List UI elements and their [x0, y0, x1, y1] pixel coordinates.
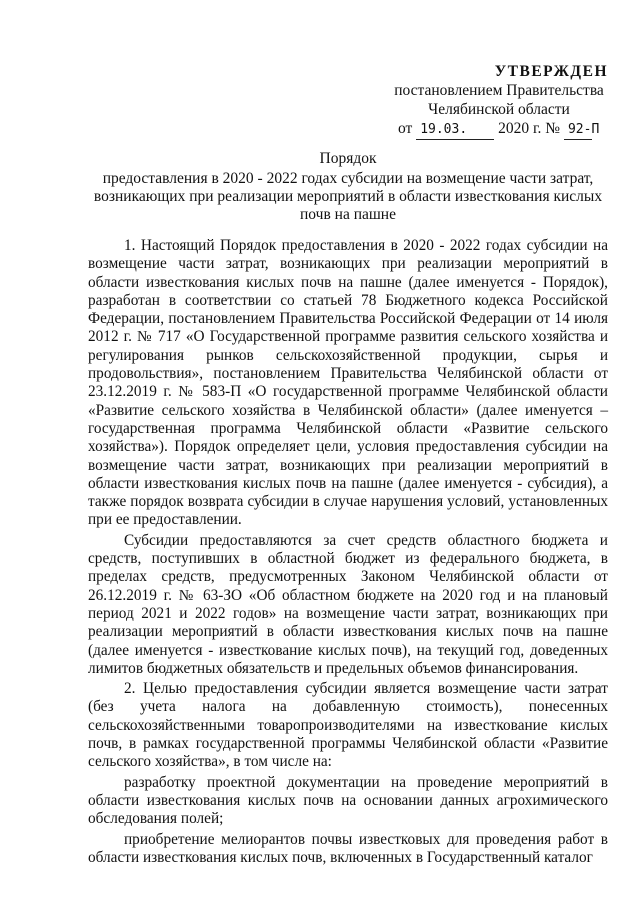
heading-word: Порядок [319, 150, 377, 167]
paragraph-1: 1. Настоящий Порядок предоставления в 2020 - 2022 годах субсидии на возмещение части затрат, возникающих при реализации мероприятий в области известкования кислых почв на пашне (далее именуется - Порядок), разработан в соответствии со статьей 78 Бюджетного кодекса Российской Федерации, постановлением Правительства Российской Федерации от 14 июля 2012 г. № 717 «О Государственной программе развития сельского хозяйства и регулирования рынков сельскохозяйственной продукции, сырья и продовольствия», постановлением Правительства Челябинской области от 23.12.2019 г. № 583-П «О государственной программе Челябинской области «Развитие сельского хозяйства в Челябинской области» (далее именуется – государственная программа Челябинской области «Развитие сельского хозяйства»). Порядок определяет цели, условия предоставления субсидии на возмещение части затрат, возникающих при реализации мероприятий в области известкования кислых почв на пашне (далее именуется - субсидия), а также порядок возврата субсидии в случае нарушения условий, установленных при ее предоставлении. [88, 237, 608, 529]
approval-title: УТВЕРЖДЕН [494, 63, 608, 80]
date-suffix: 2020 г. № [498, 120, 561, 137]
heading-line-2: возникающих при реализации мероприятий в области известкования кислых [93, 188, 603, 205]
document-body [88, 237, 608, 867]
approval-date: 19.03. [416, 120, 494, 140]
date-prefix: от [398, 120, 413, 137]
approval-line-2: Челябинской области [428, 101, 570, 118]
paragraph-5: приобретение мелиорантов почвы известковых для проведения работ в области известкования кислых почв, включенных в Государственный каталог [88, 830, 608, 866]
approval-stamp [384, 62, 614, 140]
heading-line-1: предоставления в 2020 - 2022 годах субсидии на возмещение части затрат, [102, 170, 594, 187]
approval-number: 92-П [564, 120, 592, 140]
approval-date-line [384, 119, 614, 140]
heading-line-3: почв на пашне [300, 206, 396, 223]
document-heading [88, 150, 608, 224]
paragraph-2: Субсидии предоставляются за счет средств областного бюджета и средств, поступивших в областной бюджет из федерального бюджета, в пределах средств, предусмотренных Законом Челябинской области от 26.12.2019 г. № 63-ЗО «Об областном бюджете на 2020 год и на плановый период 2021 и 2022 годов» на возмещение части затрат, возникающих при реализации мероприятий в области известкования кислых почв на пашне (далее именуется - известкование кислых почв), на текущий год, доведенных лимитов бюджетных обязательств и предельных объемов финансирования. [88, 531, 608, 677]
approval-line-1: постановлением Правительства [394, 82, 604, 99]
paragraph-4: разработку проектной документации на проведение мероприятий в области известкования кислых почв на основании данных агрохимического обследования полей; [88, 773, 608, 828]
paragraph-3: 2. Целью предоставления субсидии является возмещение части затрат (без учета налога на добавленную стоимость), понесенных сельскохозяйственными товаропроизводителями на известкование кислых почв, в рамках государственной программы Челябинской области «Развитие сельского хозяйства», в том числе на: [88, 680, 608, 771]
